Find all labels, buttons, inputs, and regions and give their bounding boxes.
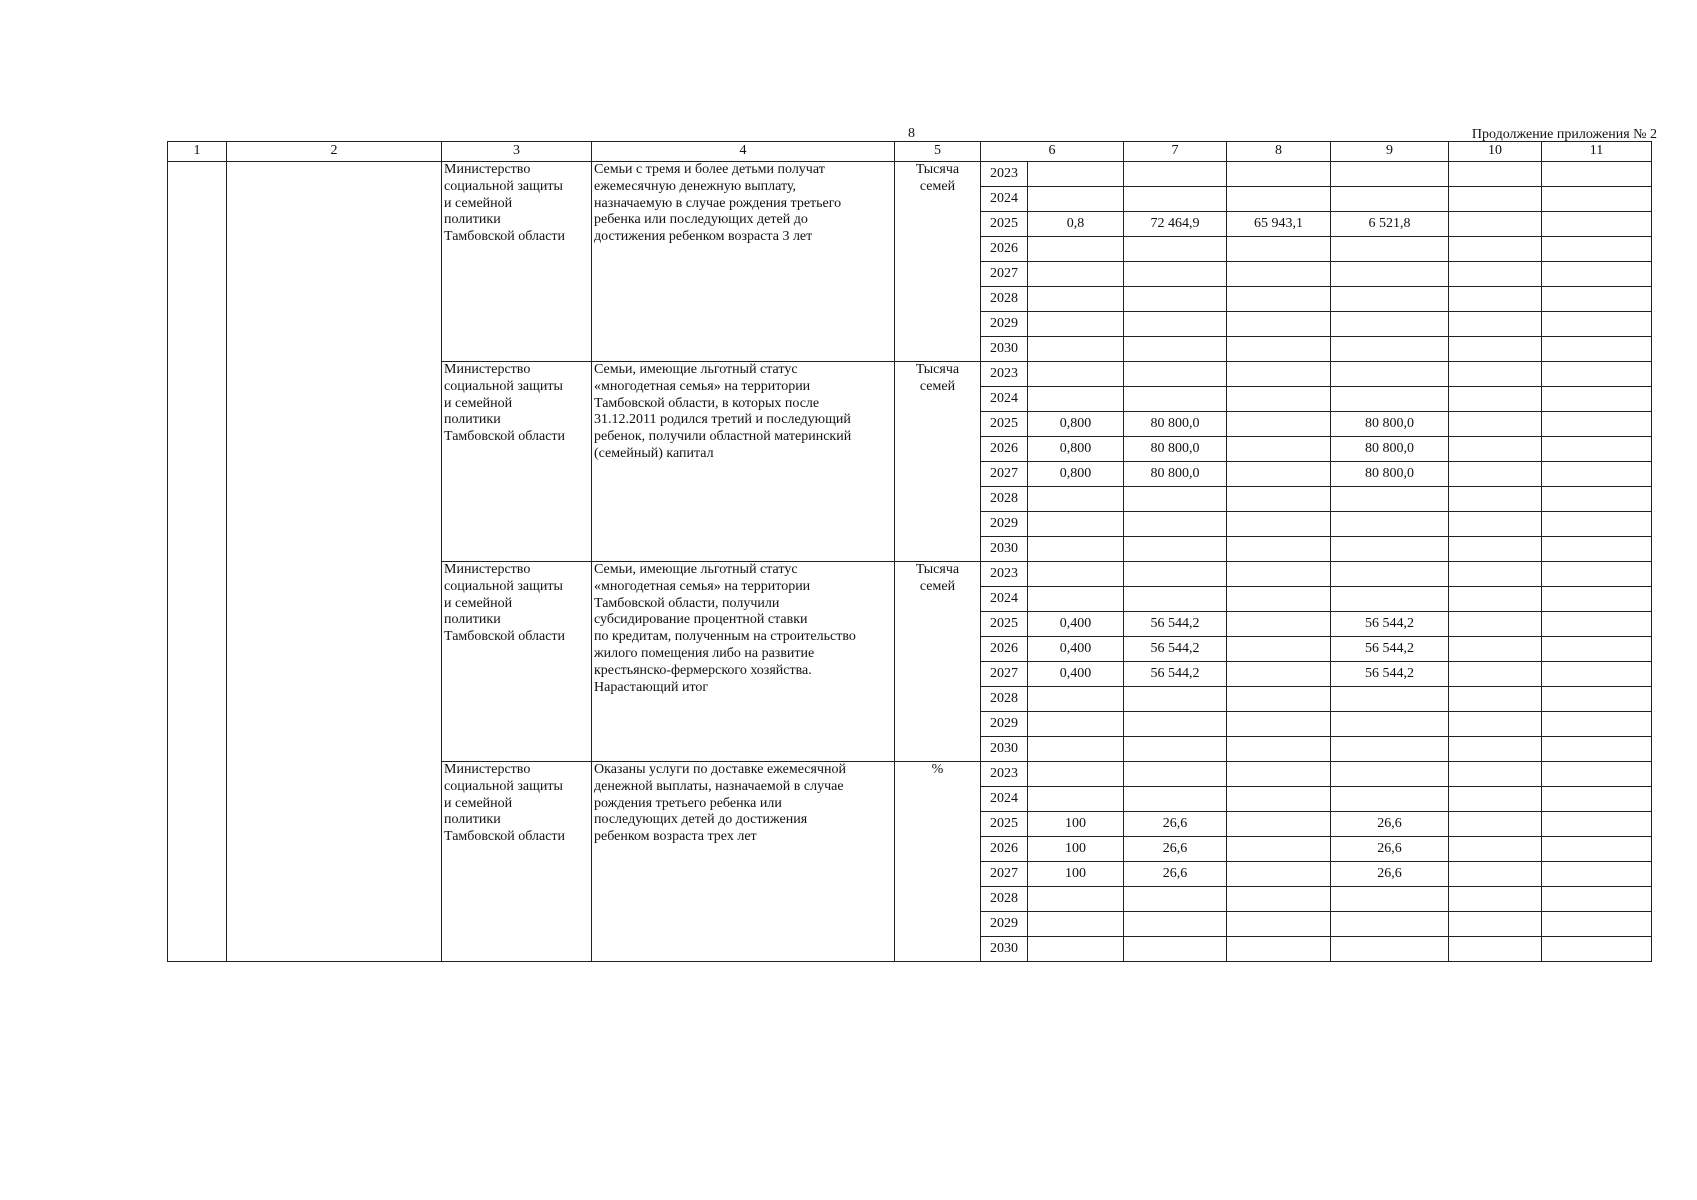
value-cell-c9 xyxy=(1331,487,1449,512)
value-cell-c11 xyxy=(1542,262,1652,287)
value-cell-c10 xyxy=(1449,737,1542,762)
value-cell-c10 xyxy=(1449,412,1542,437)
value-cell-c8 xyxy=(1227,312,1331,337)
column-header: 7 xyxy=(1124,142,1227,162)
year-cell: 2026 xyxy=(981,837,1028,862)
year-cell: 2026 xyxy=(981,437,1028,462)
value-cell-c11 xyxy=(1542,662,1652,687)
value-cell-c10 xyxy=(1449,687,1542,712)
value-cell-c9 xyxy=(1331,737,1449,762)
value-cell-c9 xyxy=(1331,287,1449,312)
value-cell-c11 xyxy=(1542,637,1652,662)
value-cell-c10 xyxy=(1449,262,1542,287)
year-cell: 2025 xyxy=(981,812,1028,837)
value-cell-c7 xyxy=(1124,687,1227,712)
value-cell-c8 xyxy=(1227,787,1331,812)
value-cell-c7: 26,6 xyxy=(1124,837,1227,862)
value-cell-c11 xyxy=(1542,162,1652,187)
year-cell: 2024 xyxy=(981,787,1028,812)
responsible-ministry: Министерство социальной защиты и семейной политики Тамбовской области xyxy=(442,162,592,362)
value-cell-c6: 100 xyxy=(1028,862,1124,887)
value-cell-c9 xyxy=(1331,337,1449,362)
indicator-description: Семьи, имеющие льготный статус «многодетная семья» на территории Тамбовской области, получили субсидирование процентной ставки по кредитам, полученным на строительство жилого помещения либо на развитие крестьянско-фермерского хозяйства. Нарастающий итог xyxy=(592,562,895,762)
value-cell-c10 xyxy=(1449,287,1542,312)
indicators-table xyxy=(167,141,1652,962)
value-cell-c9: 80 800,0 xyxy=(1331,462,1449,487)
value-cell-c9: 56 544,2 xyxy=(1331,637,1449,662)
column-header: 3 xyxy=(442,142,592,162)
responsible-ministry: Министерство социальной защиты и семейной политики Тамбовской области xyxy=(442,562,592,762)
value-cell-c7 xyxy=(1124,712,1227,737)
value-cell-c7 xyxy=(1124,162,1227,187)
value-cell-c10 xyxy=(1449,762,1542,787)
value-cell-c7 xyxy=(1124,187,1227,212)
responsible-ministry: Министерство социальной защиты и семейной политики Тамбовской области xyxy=(442,762,592,962)
value-cell-c8 xyxy=(1227,237,1331,262)
year-cell: 2025 xyxy=(981,612,1028,637)
value-cell-c6 xyxy=(1028,937,1124,962)
value-cell-c10 xyxy=(1449,212,1542,237)
column-header: 6 xyxy=(981,142,1124,162)
value-cell-c8 xyxy=(1227,762,1331,787)
year-cell: 2029 xyxy=(981,312,1028,337)
value-cell-c10 xyxy=(1449,587,1542,612)
value-cell-c6: 100 xyxy=(1028,837,1124,862)
value-cell-c7 xyxy=(1124,312,1227,337)
value-cell-c11 xyxy=(1542,437,1652,462)
year-cell: 2023 xyxy=(981,762,1028,787)
year-cell: 2024 xyxy=(981,587,1028,612)
value-cell-c8 xyxy=(1227,912,1331,937)
value-cell-c10 xyxy=(1449,337,1542,362)
value-cell-c11 xyxy=(1542,812,1652,837)
value-cell-c8 xyxy=(1227,937,1331,962)
value-cell-c11 xyxy=(1542,187,1652,212)
year-cell: 2030 xyxy=(981,737,1028,762)
value-cell-c7 xyxy=(1124,762,1227,787)
value-cell-c7 xyxy=(1124,387,1227,412)
value-cell-c6 xyxy=(1028,712,1124,737)
value-cell-c10 xyxy=(1449,362,1542,387)
unit-of-measure: % xyxy=(895,762,981,962)
value-cell-c11 xyxy=(1542,787,1652,812)
value-cell-c10 xyxy=(1449,562,1542,587)
value-cell-c6: 100 xyxy=(1028,812,1124,837)
value-cell-c8 xyxy=(1227,487,1331,512)
unit-of-measure: Тысяча семей xyxy=(895,362,981,562)
value-cell-c10 xyxy=(1449,937,1542,962)
value-cell-c6 xyxy=(1028,562,1124,587)
value-cell-c11 xyxy=(1542,862,1652,887)
value-cell-c7 xyxy=(1124,362,1227,387)
value-cell-c8 xyxy=(1227,837,1331,862)
value-cell-c7: 72 464,9 xyxy=(1124,212,1227,237)
value-cell-c8 xyxy=(1227,412,1331,437)
value-cell-c6 xyxy=(1028,762,1124,787)
page-number: 8 xyxy=(908,126,915,141)
value-cell-c11 xyxy=(1542,837,1652,862)
value-cell-c6 xyxy=(1028,587,1124,612)
unit-of-measure: Тысяча семей xyxy=(895,562,981,762)
value-cell-c11 xyxy=(1542,912,1652,937)
value-cell-c7: 56 544,2 xyxy=(1124,662,1227,687)
value-cell-c10 xyxy=(1449,637,1542,662)
year-cell: 2029 xyxy=(981,512,1028,537)
column-header: 1 xyxy=(168,142,227,162)
value-cell-c9: 6 521,8 xyxy=(1331,212,1449,237)
value-cell-c9 xyxy=(1331,912,1449,937)
value-cell-c6: 0,800 xyxy=(1028,462,1124,487)
value-cell-c8 xyxy=(1227,737,1331,762)
value-cell-c6: 0,400 xyxy=(1028,637,1124,662)
value-cell-c11 xyxy=(1542,237,1652,262)
year-cell: 2024 xyxy=(981,187,1028,212)
value-cell-c8 xyxy=(1227,262,1331,287)
value-cell-c11 xyxy=(1542,487,1652,512)
value-cell-c9 xyxy=(1331,562,1449,587)
year-cell: 2030 xyxy=(981,537,1028,562)
value-cell-c6 xyxy=(1028,887,1124,912)
col2-cell xyxy=(227,162,442,962)
responsible-ministry: Министерство социальной защиты и семейной политики Тамбовской области xyxy=(442,362,592,562)
value-cell-c8 xyxy=(1227,612,1331,637)
value-cell-c9 xyxy=(1331,162,1449,187)
value-cell-c9: 56 544,2 xyxy=(1331,662,1449,687)
value-cell-c11 xyxy=(1542,537,1652,562)
value-cell-c7: 56 544,2 xyxy=(1124,637,1227,662)
value-cell-c9 xyxy=(1331,937,1449,962)
value-cell-c9: 80 800,0 xyxy=(1331,412,1449,437)
value-cell-c11 xyxy=(1542,687,1652,712)
value-cell-c8 xyxy=(1227,362,1331,387)
column-header-row xyxy=(168,142,1652,162)
value-cell-c11 xyxy=(1542,312,1652,337)
value-cell-c6 xyxy=(1028,187,1124,212)
value-cell-c9: 80 800,0 xyxy=(1331,437,1449,462)
value-cell-c9 xyxy=(1331,362,1449,387)
value-cell-c10 xyxy=(1449,837,1542,862)
value-cell-c8 xyxy=(1227,712,1331,737)
value-cell-c6 xyxy=(1028,512,1124,537)
value-cell-c7 xyxy=(1124,912,1227,937)
value-cell-c6 xyxy=(1028,162,1124,187)
column-header: 4 xyxy=(592,142,895,162)
value-cell-c9 xyxy=(1331,762,1449,787)
value-cell-c11 xyxy=(1542,212,1652,237)
value-cell-c11 xyxy=(1542,287,1652,312)
value-cell-c9 xyxy=(1331,712,1449,737)
indicator-description: Семьи, имеющие льготный статус «многодетная семья» на территории Тамбовской области, в которых после 31.12.2011 родился третий и последующий ребенок, получили областной материнский (семейный) капитал xyxy=(592,362,895,562)
value-cell-c11 xyxy=(1542,612,1652,637)
value-cell-c11 xyxy=(1542,562,1652,587)
value-cell-c8 xyxy=(1227,687,1331,712)
value-cell-c9 xyxy=(1331,687,1449,712)
value-cell-c11 xyxy=(1542,587,1652,612)
column-header: 2 xyxy=(227,142,442,162)
value-cell-c6: 0,400 xyxy=(1028,662,1124,687)
value-cell-c11 xyxy=(1542,337,1652,362)
value-cell-c7 xyxy=(1124,737,1227,762)
value-cell-c6 xyxy=(1028,687,1124,712)
value-cell-c7 xyxy=(1124,562,1227,587)
value-cell-c6: 0,800 xyxy=(1028,412,1124,437)
year-cell: 2027 xyxy=(981,462,1028,487)
year-cell: 2025 xyxy=(981,212,1028,237)
year-cell: 2028 xyxy=(981,887,1028,912)
value-cell-c11 xyxy=(1542,937,1652,962)
value-cell-c11 xyxy=(1542,387,1652,412)
value-cell-c8 xyxy=(1227,887,1331,912)
unit-of-measure: Тысяча семей xyxy=(895,162,981,362)
year-cell: 2030 xyxy=(981,937,1028,962)
value-cell-c10 xyxy=(1449,712,1542,737)
value-cell-c7: 80 800,0 xyxy=(1124,412,1227,437)
value-cell-c6 xyxy=(1028,312,1124,337)
value-cell-c10 xyxy=(1449,612,1542,637)
value-cell-c6 xyxy=(1028,262,1124,287)
continuation-note: Продолжение приложения № 2 xyxy=(1471,127,1657,142)
value-cell-c10 xyxy=(1449,462,1542,487)
value-cell-c11 xyxy=(1542,737,1652,762)
value-cell-c8 xyxy=(1227,562,1331,587)
value-cell-c8 xyxy=(1227,662,1331,687)
indicator-description: Оказаны услуги по доставке ежемесячной денежной выплаты, назначаемой в случае рождения третьего ребенка или последующих детей до достижения ребенком возраста трех лет xyxy=(592,762,895,962)
value-cell-c11 xyxy=(1542,362,1652,387)
value-cell-c8 xyxy=(1227,637,1331,662)
value-cell-c7 xyxy=(1124,887,1227,912)
value-cell-c8 xyxy=(1227,437,1331,462)
value-cell-c10 xyxy=(1449,512,1542,537)
value-cell-c7: 80 800,0 xyxy=(1124,437,1227,462)
value-cell-c9: 26,6 xyxy=(1331,837,1449,862)
value-cell-c11 xyxy=(1542,412,1652,437)
value-cell-c7 xyxy=(1124,787,1227,812)
value-cell-c9 xyxy=(1331,887,1449,912)
column-header: 11 xyxy=(1542,142,1652,162)
year-cell: 2026 xyxy=(981,237,1028,262)
value-cell-c6: 0,400 xyxy=(1028,612,1124,637)
value-cell-c7 xyxy=(1124,512,1227,537)
value-cell-c7 xyxy=(1124,337,1227,362)
value-cell-c6 xyxy=(1028,537,1124,562)
year-cell: 2027 xyxy=(981,662,1028,687)
value-cell-c7 xyxy=(1124,587,1227,612)
value-cell-c7 xyxy=(1124,262,1227,287)
year-cell: 2029 xyxy=(981,912,1028,937)
value-cell-c11 xyxy=(1542,712,1652,737)
value-cell-c6 xyxy=(1028,912,1124,937)
column-header: 5 xyxy=(895,142,981,162)
value-cell-c6 xyxy=(1028,487,1124,512)
value-cell-c9 xyxy=(1331,587,1449,612)
value-cell-c11 xyxy=(1542,512,1652,537)
value-cell-c10 xyxy=(1449,862,1542,887)
value-cell-c7: 56 544,2 xyxy=(1124,612,1227,637)
value-cell-c7 xyxy=(1124,487,1227,512)
value-cell-c8 xyxy=(1227,537,1331,562)
value-cell-c8 xyxy=(1227,337,1331,362)
value-cell-c10 xyxy=(1449,312,1542,337)
value-cell-c7 xyxy=(1124,937,1227,962)
value-cell-c11 xyxy=(1542,462,1652,487)
value-cell-c9 xyxy=(1331,187,1449,212)
year-cell: 2027 xyxy=(981,262,1028,287)
value-cell-c10 xyxy=(1449,162,1542,187)
value-cell-c6 xyxy=(1028,387,1124,412)
value-cell-c7 xyxy=(1124,237,1227,262)
year-cell: 2027 xyxy=(981,862,1028,887)
column-header: 10 xyxy=(1449,142,1542,162)
year-cell: 2028 xyxy=(981,487,1028,512)
value-cell-c8 xyxy=(1227,287,1331,312)
year-cell: 2028 xyxy=(981,287,1028,312)
value-cell-c8 xyxy=(1227,862,1331,887)
value-cell-c9 xyxy=(1331,512,1449,537)
value-cell-c6 xyxy=(1028,787,1124,812)
year-cell: 2026 xyxy=(981,637,1028,662)
value-cell-c10 xyxy=(1449,537,1542,562)
value-cell-c6 xyxy=(1028,337,1124,362)
value-cell-c8: 65 943,1 xyxy=(1227,212,1331,237)
value-cell-c10 xyxy=(1449,887,1542,912)
value-cell-c8 xyxy=(1227,387,1331,412)
year-cell: 2024 xyxy=(981,387,1028,412)
year-cell: 2030 xyxy=(981,337,1028,362)
value-cell-c10 xyxy=(1449,662,1542,687)
value-cell-c7: 26,6 xyxy=(1124,862,1227,887)
value-cell-c6 xyxy=(1028,362,1124,387)
value-cell-c11 xyxy=(1542,887,1652,912)
value-cell-c9: 56 544,2 xyxy=(1331,612,1449,637)
value-cell-c10 xyxy=(1449,787,1542,812)
year-cell: 2028 xyxy=(981,687,1028,712)
value-cell-c10 xyxy=(1449,912,1542,937)
year-cell: 2023 xyxy=(981,362,1028,387)
value-cell-c8 xyxy=(1227,462,1331,487)
column-header: 8 xyxy=(1227,142,1331,162)
value-cell-c8 xyxy=(1227,587,1331,612)
value-cell-c9 xyxy=(1331,387,1449,412)
value-cell-c9: 26,6 xyxy=(1331,862,1449,887)
value-cell-c9 xyxy=(1331,237,1449,262)
value-cell-c7 xyxy=(1124,537,1227,562)
value-cell-c10 xyxy=(1449,387,1542,412)
indicator-description: Семьи с тремя и более детьми получат ежемесячную денежную выплату, назначаемую в случае рождения третьего ребенка или последующих детей до достижения ребенком возраста 3 лет xyxy=(592,162,895,362)
value-cell-c8 xyxy=(1227,162,1331,187)
value-cell-c10 xyxy=(1449,437,1542,462)
value-cell-c6: 0,800 xyxy=(1028,437,1124,462)
year-cell: 2023 xyxy=(981,162,1028,187)
value-cell-c8 xyxy=(1227,187,1331,212)
value-cell-c10 xyxy=(1449,237,1542,262)
value-cell-c8 xyxy=(1227,512,1331,537)
value-cell-c7 xyxy=(1124,287,1227,312)
year-cell: 2023 xyxy=(981,562,1028,587)
value-cell-c10 xyxy=(1449,187,1542,212)
value-cell-c9 xyxy=(1331,312,1449,337)
year-cell: 2025 xyxy=(981,412,1028,437)
value-cell-c6 xyxy=(1028,237,1124,262)
table-row xyxy=(168,162,1652,187)
column-header: 9 xyxy=(1331,142,1449,162)
value-cell-c8 xyxy=(1227,812,1331,837)
value-cell-c9: 26,6 xyxy=(1331,812,1449,837)
value-cell-c11 xyxy=(1542,762,1652,787)
value-cell-c10 xyxy=(1449,487,1542,512)
value-cell-c9 xyxy=(1331,787,1449,812)
value-cell-c6: 0,8 xyxy=(1028,212,1124,237)
value-cell-c9 xyxy=(1331,262,1449,287)
value-cell-c7: 80 800,0 xyxy=(1124,462,1227,487)
value-cell-c7: 26,6 xyxy=(1124,812,1227,837)
value-cell-c10 xyxy=(1449,812,1542,837)
value-cell-c6 xyxy=(1028,737,1124,762)
value-cell-c6 xyxy=(1028,287,1124,312)
value-cell-c9 xyxy=(1331,537,1449,562)
year-cell: 2029 xyxy=(981,712,1028,737)
col1-cell xyxy=(168,162,227,962)
